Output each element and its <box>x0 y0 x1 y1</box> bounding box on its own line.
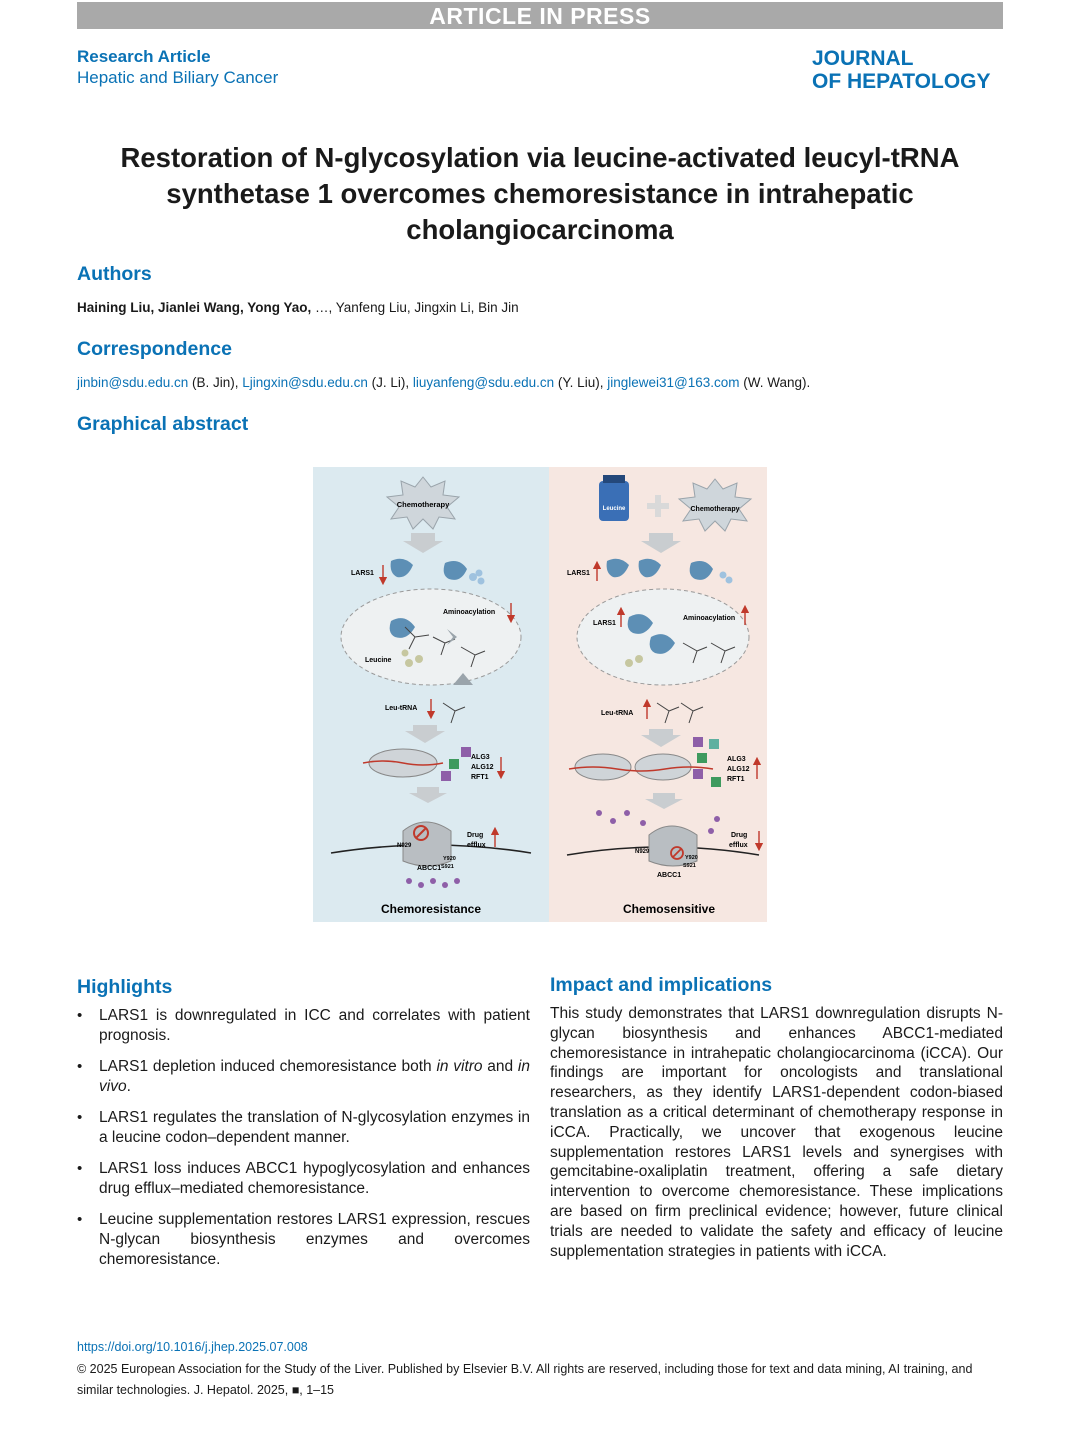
ga-leu-trna-right: Leu-tRNA <box>601 710 634 717</box>
corr-name: (W. Wang). <box>739 375 811 390</box>
ga-s921-right: S921 <box>683 863 696 869</box>
ga-alg3-right: ALG3 <box>727 756 746 763</box>
ga-y920-left: Y920 <box>443 856 456 862</box>
ga-abcc1-right: ABCC1 <box>657 872 682 879</box>
ga-n929-left: N929 <box>397 843 412 849</box>
email-link[interactable]: liuyanfeng@sdu.edu.cn <box>412 375 555 390</box>
graphical-abstract-figure <box>313 467 767 922</box>
ga-aminoacylation-left: Aminoacylation <box>443 609 496 616</box>
ga-efflux-right: efflux <box>729 842 748 849</box>
ga-leucine-left: Leucine <box>365 657 392 664</box>
ga-n929-right: N929 <box>635 849 650 855</box>
email-link[interactable]: jinglewei31@163.com <box>607 375 740 390</box>
ga-alg3-left: ALG3 <box>471 754 490 761</box>
ga-efflux-left: efflux <box>467 842 486 849</box>
copyright-notice: © 2025 European Association for the Study of the Liver. Published by Elsevier B.V. All rights are reserved, including those for text and data mining, AI training, and similar technologies. J. Hepatol. 2025, ■, 1–15 <box>77 1362 973 1397</box>
aminoacylation-ellipse <box>341 589 521 685</box>
ga-lars1-right: LARS1 <box>567 570 590 577</box>
email-link[interactable]: jinbin@sdu.edu.cn <box>77 375 189 390</box>
article-in-press-banner: ARTICLE IN PRESS <box>77 2 1003 29</box>
ga-chemotherapy-left: Chemotherapy <box>396 500 450 509</box>
journal-logo <box>812 47 1002 93</box>
correspondence-heading: Correspondence <box>77 338 232 360</box>
email-link[interactable]: Ljingxin@sdu.edu.cn <box>242 375 368 390</box>
graphical-abstract-heading: Graphical abstract <box>77 413 249 435</box>
corr-name: (J. Li), <box>367 375 413 390</box>
article-section: Hepatic and Biliary Cancer <box>77 68 279 87</box>
ga-right-caption: Chemosensitive <box>622 902 716 916</box>
highlights-list <box>77 1006 530 1281</box>
highlight-item: • LARS1 loss induces ABCC1 hypoglycosylation and enhances drug efflux–mediated chemoresistance. <box>77 1159 530 1199</box>
author-list <box>77 300 519 315</box>
ga-leucine-bottle: Leucine <box>602 506 626 512</box>
ga-alg12-left: ALG12 <box>471 764 494 771</box>
corr-name: (Y. Liu), <box>554 375 608 390</box>
ga-aminoacylation-right: Aminoacylation <box>683 615 736 622</box>
ga-chemotherapy-right: Chemotherapy <box>690 506 740 513</box>
article-type-label: Research Article <box>77 47 211 66</box>
ga-left-caption: Chemoresistance <box>380 902 482 916</box>
highlight-item: • LARS1 regulates the translation of N-glycosylation enzymes in a leucine codon–dependent manner. <box>77 1108 530 1148</box>
leucine-bottle-icon <box>599 481 629 521</box>
article-type <box>77 46 278 88</box>
ga-y920-right: Y920 <box>685 855 698 861</box>
ga-s921-left: S921 <box>441 864 454 870</box>
highlight-item: • LARS1 depletion induced chemoresistance both in vitro and in vivo. <box>77 1057 530 1097</box>
authors-heading: Authors <box>77 263 152 285</box>
authors-bold: Haining Liu, Jianlei Wang, Yong Yao, <box>77 300 312 315</box>
journal-logo-line1: JOURNAL <box>812 47 914 70</box>
ga-rft1-left: RFT1 <box>471 774 489 781</box>
article-title: Restoration of N-glycosylation via leucine-activated leucyl-tRNA synthetase 1 overcomes chemoresistance in intrahepatic cholangiocarcinoma <box>120 142 960 245</box>
highlights-heading: Highlights <box>77 976 173 998</box>
ga-leu-trna-left: Leu-tRNA <box>385 705 418 712</box>
correspondence-list <box>77 375 810 390</box>
highlight-item: • LARS1 is downregulated in ICC and correlates with patient prognosis. <box>77 1006 530 1046</box>
impact-heading: Impact and implications <box>550 974 773 996</box>
authors-rest: …, Yanfeng Liu, Jingxin Li, Bin Jin <box>311 300 519 315</box>
ga-alg12-right: ALG12 <box>727 766 750 773</box>
doi-link[interactable]: https://doi.org/10.1016/j.jhep.2025.07.008 <box>77 1340 308 1354</box>
ga-rft1-right: RFT1 <box>727 776 745 783</box>
journal-logo-line2: OF HEPATOLOGY <box>812 70 991 93</box>
ga-lars1-left: LARS1 <box>351 570 374 577</box>
ga-abcc1-left: ABCC1 <box>417 865 442 872</box>
corr-name: (B. Jin), <box>188 375 243 390</box>
highlight-item: • Leucine supplementation restores LARS1 expression, rescues N-glycan biosynthesis enzymes and overcomes chemoresistance. <box>77 1210 530 1270</box>
ga-drug-right: Drug <box>731 832 748 839</box>
impact-paragraph: This study demonstrates that LARS1 downregulation disrupts N-glycan biosynthesis and enhances ABCC1-mediated chemoresistance in intrahepatic cholangiocarcinoma (iCCA). Our findings are important for oncologists and translational researchers, as they identify LARS1-dependent codon-biased translation as a critical determinant of chemotherapy response in iCCA. Practically, we uncover that exogenous leucine supplementation restores LARS1 levels and synergises with gemcitabine-oxaliplatin treatment, offering a safe dietary intervention to overcome chemoresistance. These implications are based on firm preclinical evidence; however, future clinical trials are needed to validate the safety and efficacy of leucine supplementation strategies in patients with iCCA. <box>550 1005 1003 1260</box>
ga-lars1-right-inner: LARS1 <box>593 620 616 627</box>
ga-drug-left: Drug <box>467 832 484 839</box>
